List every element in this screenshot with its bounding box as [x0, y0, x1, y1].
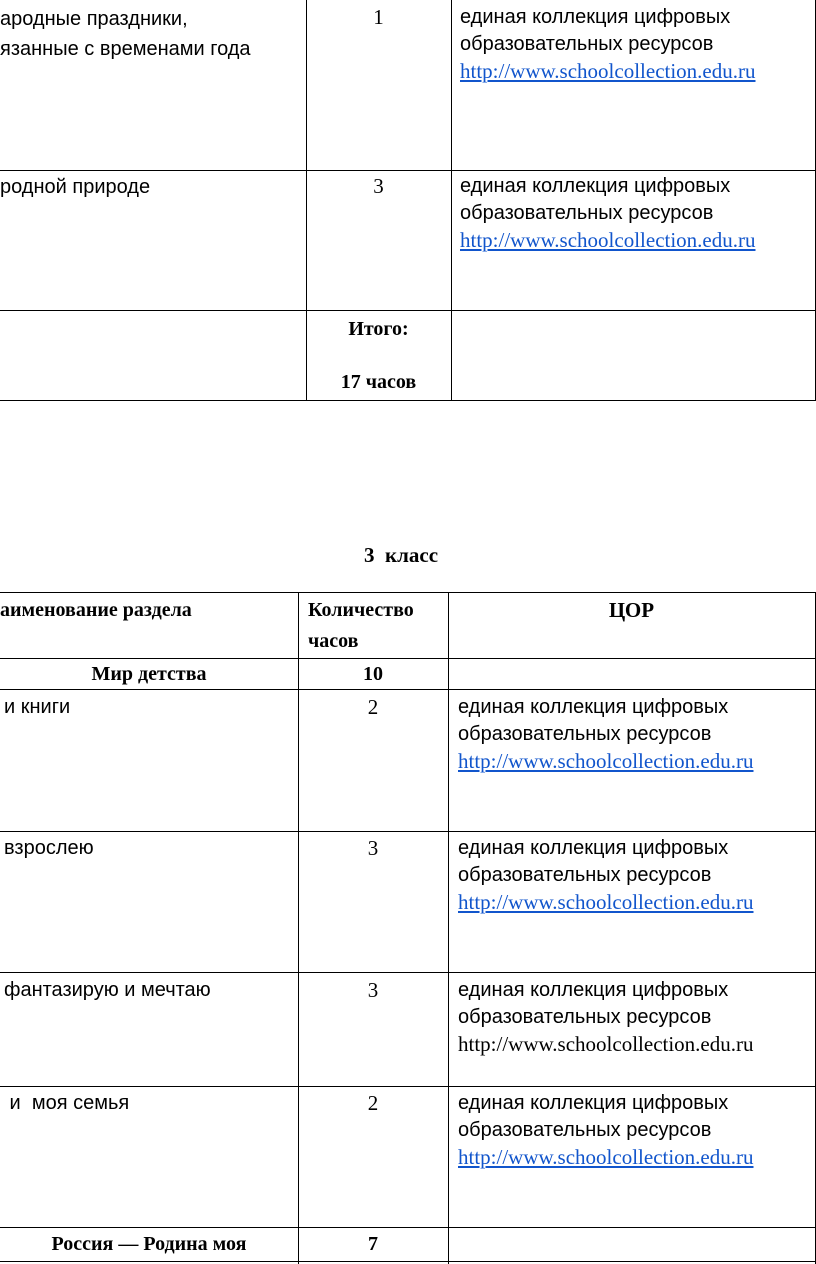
hours-value: 1: [373, 5, 384, 29]
header-hours-unit: часов: [308, 630, 359, 652]
cor-text: единая коллекция цифровых: [460, 6, 731, 28]
cor-link[interactable]: http://www.schoolcollection.edu.ru: [460, 228, 756, 252]
section-name: язанные с временами года: [0, 38, 251, 60]
cor-text: единая коллекция цифровых: [458, 837, 729, 859]
group-title: Мир детства: [91, 663, 207, 685]
total-label: Итого:: [348, 318, 409, 340]
cor-text: единая коллекция цифровых: [460, 175, 731, 197]
cor-text: образовательных ресурсов: [460, 202, 714, 224]
section-name: фантазирую и мечтаю: [4, 979, 211, 1001]
cor-text: образовательных ресурсов: [458, 723, 712, 745]
hours-value: 3: [373, 174, 384, 198]
class-heading: 3 класс: [364, 543, 439, 567]
cor-text: образовательных ресурсов: [458, 864, 712, 886]
section-name: взрослею: [4, 837, 94, 859]
section-name: и книги: [4, 696, 71, 718]
cor-link[interactable]: http://www.schoolcollection.edu.ru: [460, 59, 756, 83]
cor-text: образовательных ресурсов: [458, 1006, 712, 1028]
group-hours: 10: [363, 663, 383, 685]
cor-text: единая коллекция цифровых: [458, 1092, 729, 1114]
section-name: ародные праздники,: [0, 8, 188, 30]
hours-value: 3: [367, 978, 379, 1002]
hours-value: 2: [367, 1091, 379, 1115]
group-title: Россия — Родина моя: [51, 1233, 247, 1255]
header-hours: Количество: [308, 599, 414, 621]
cor-text: единая коллекция цифровых: [458, 696, 729, 718]
cor-link[interactable]: http://www.schoolcollection.edu.ru: [458, 1145, 754, 1169]
cor-link[interactable]: http://www.schoolcollection.edu.ru: [458, 890, 754, 914]
total-value: 17 часов: [340, 371, 417, 393]
group-hours: 7: [368, 1233, 378, 1255]
cor-text: образовательных ресурсов: [458, 1119, 712, 1141]
hours-value: 2: [367, 695, 379, 719]
cor-url-text: http://www.schoolcollection.edu.ru: [458, 1032, 754, 1056]
section-name: родной природе: [0, 176, 151, 198]
section-name: и моя семья: [4, 1092, 130, 1114]
cor-text: единая коллекция цифровых: [458, 979, 729, 1001]
header-cor: ЦОР: [608, 598, 655, 622]
hours-value: 3: [367, 836, 379, 860]
cor-link[interactable]: http://www.schoolcollection.edu.ru: [458, 749, 754, 773]
cor-text: образовательных ресурсов: [460, 33, 714, 55]
header-section: аименование раздела: [0, 599, 192, 621]
